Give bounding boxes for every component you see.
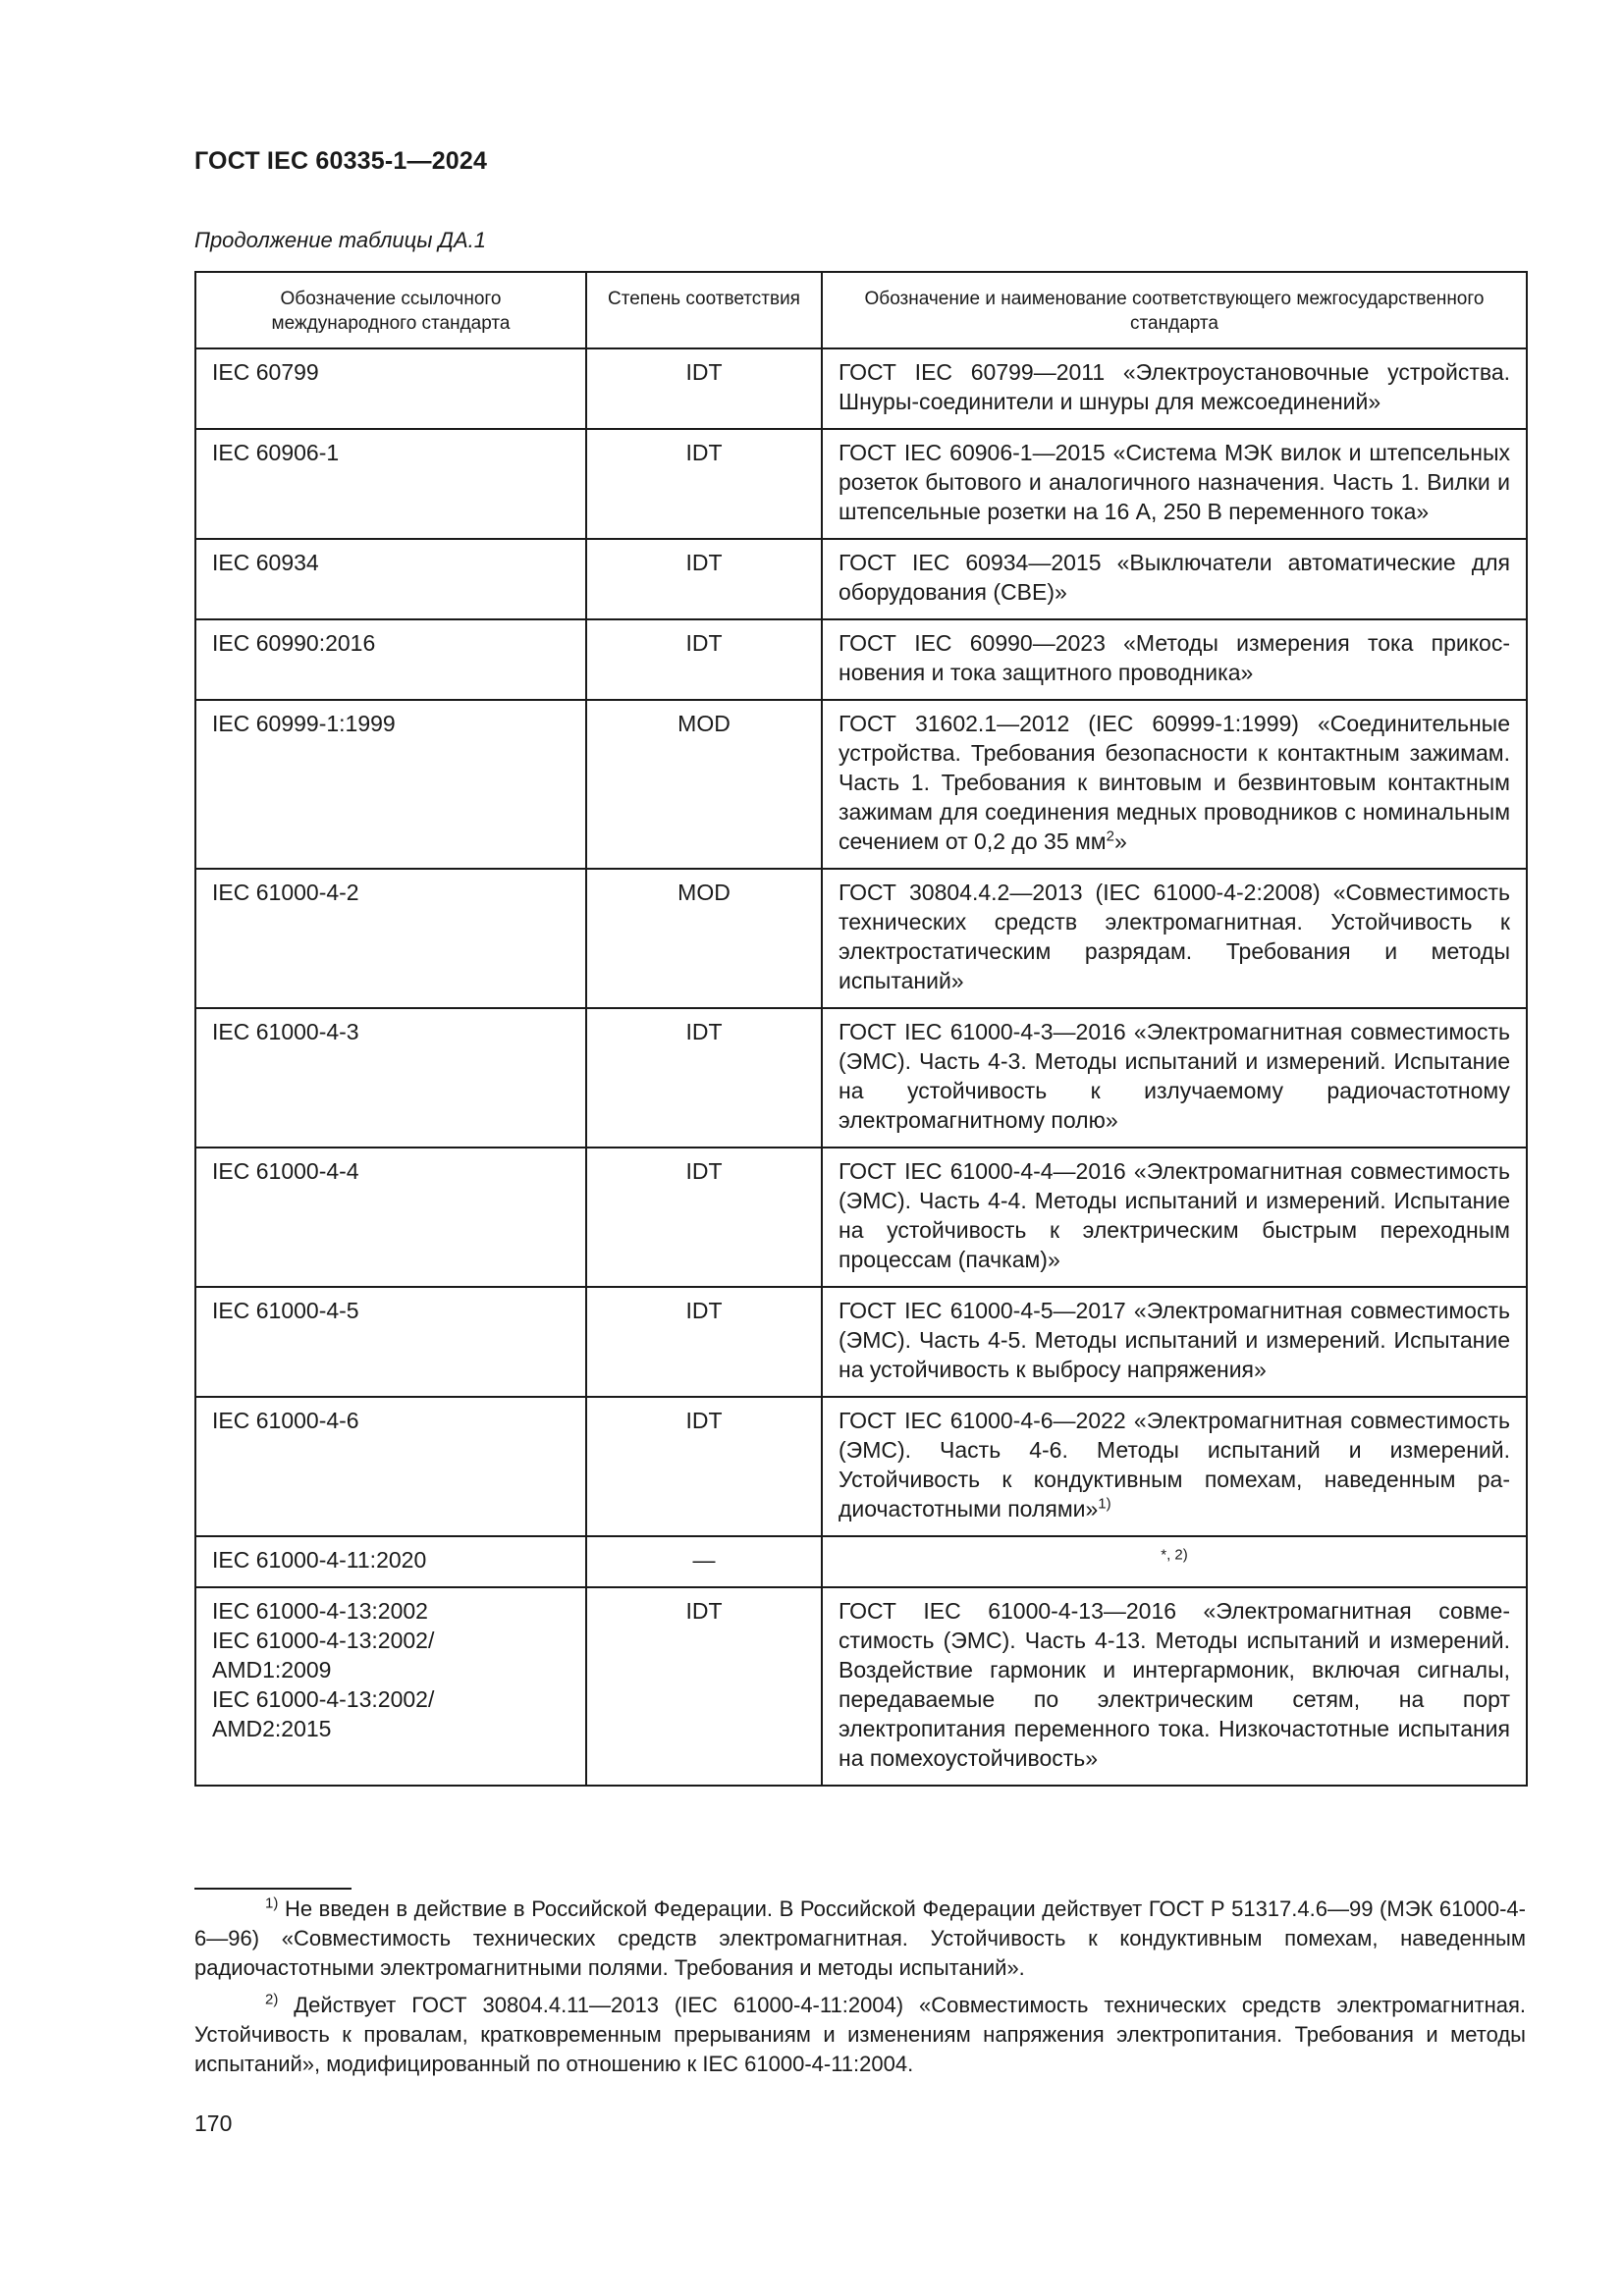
interstate-standard-text: ГОСТ IEC 60799—2011 «Электроустановочные устройства. Шнуры-соединители и шнуры для межсоединений»	[839, 359, 1510, 414]
reference-standard-cell	[195, 348, 586, 429]
interstate-standard-cell	[822, 348, 1527, 429]
interstate-standard-cell	[822, 1287, 1527, 1397]
interstate-standard-text: ГОСТ IEC 61000-4-5—2017 «Электромагнитная совместимость (ЭМС). Часть 4-5. Методы испытаний и измерений. Испытание на устойчивость к выбросу напряжения»	[839, 1298, 1510, 1382]
reference-standard-line: IEC 61000-4-4	[212, 1158, 359, 1184]
footnote	[194, 1895, 1526, 1983]
degree-cell: MOD	[586, 869, 822, 1008]
interstate-standard-text: ГОСТ IEC 61000-4-6—2022 «Электромагнитная совместимость (ЭМС). Часть 4-6. Методы испытаний и измерений. Устойчивость к кондуктивным помехам, наведенным радиочастотными полями»	[839, 1408, 1510, 1522]
degree-cell: IDT	[586, 1008, 822, 1148]
column-header-reference: Обозначение ссылочного международного стандарта	[195, 272, 586, 348]
column-header-interstate: Обозначение и наименование соответствующего межгосударственного стандарта	[822, 272, 1527, 348]
reference-standard-line: IEC 61000-4-6	[212, 1408, 359, 1433]
footnote-mark: 2	[1106, 828, 1114, 845]
reference-standard-cell	[195, 1008, 586, 1148]
reference-standard-line: AMD1:2009	[212, 1657, 332, 1682]
table-row	[195, 539, 1527, 619]
document-title: ГОСТ IEC 60335-1—2024	[194, 147, 488, 175]
degree-cell: IDT	[586, 1287, 822, 1397]
table-row	[195, 1536, 1527, 1587]
footnote-text: Действует ГОСТ 30804.4.11—2013 (IEC 61000-4-11:2004) «Совместимость технических средств электромагнитная. Устойчивость к провалам, кратковременным прерываниям и изменениям напряжения электропитания. Требования и методы испытаний», модифицированный по отношению к IEC 61000-4-11:2004.	[194, 1993, 1526, 2076]
footnote	[194, 1991, 1526, 2079]
degree-cell: IDT	[586, 619, 822, 700]
reference-standard-cell	[195, 539, 586, 619]
interstate-standard-text: ГОСТ IEC 60990—2023 «Методы измерения тока прикосновения и тока защитного проводника»	[839, 630, 1510, 685]
table-row	[195, 348, 1527, 429]
reference-standard-cell	[195, 1397, 586, 1536]
interstate-standard-cell	[822, 619, 1527, 700]
table-row	[195, 1397, 1527, 1536]
interstate-standard-cell	[822, 869, 1527, 1008]
footnote-text: Не введен в действие в Российской Федерации. В Российской Федерации действует ГОСТ Р 51317.4.6—99 (МЭК 61000-4-6—96) «Совместимость технических средств электромагнитная. Устойчивость к кондуктивным помехам, наведенным радиочастотными электромагнитными полями. Требования и методы испытаний».	[194, 1896, 1526, 1980]
degree-cell: IDT	[586, 348, 822, 429]
interstate-standard-cell	[822, 1587, 1527, 1786]
table-row	[195, 619, 1527, 700]
table-row	[195, 1148, 1527, 1287]
reference-standard-line: IEC 61000-4-5	[212, 1298, 359, 1323]
reference-standard-line: IEC 60990:2016	[212, 630, 376, 656]
reference-standard-cell	[195, 1148, 586, 1287]
table-caption: Продолжение таблицы ДА.1	[194, 228, 487, 252]
degree-cell: IDT	[586, 1397, 822, 1536]
table-row	[195, 700, 1527, 869]
table-row	[195, 429, 1527, 539]
interstate-standard-text-tail: »	[1113, 828, 1127, 854]
degree-cell: IDT	[586, 429, 822, 539]
reference-standard-line: AMD2:2015	[212, 1716, 332, 1741]
reference-standard-line: IEC 60799	[212, 359, 319, 385]
interstate-standard-text: ГОСТ IEC 60934—2015 «Выключатели автоматические для оборудования (CBE)»	[839, 550, 1510, 605]
reference-standard-line: IEC 60934	[212, 550, 319, 575]
reference-standard-line: IEC 61000-4-13:2002/	[212, 1686, 435, 1712]
table-header-row	[195, 272, 1527, 348]
table-row	[195, 869, 1527, 1008]
reference-standard-cell	[195, 1587, 586, 1786]
footnote-mark: 1)	[265, 1895, 279, 1912]
reference-standard-cell	[195, 429, 586, 539]
interstate-standard-text: ГОСТ IEC 61000-4-4—2016 «Электромагнитная совместимость (ЭМС). Часть 4-4. Методы испытаний и измерений. Испытание на устойчивость к электрическим быстрым переходным процессам (пачкам)»	[839, 1158, 1510, 1272]
footnote-mark: 2)	[265, 1991, 279, 2008]
interstate-standard-text: ГОСТ 31602.1—2012 (IEC 60999-1:1999) «Соединительные устройства. Требования безопасности к контактным зажимам. Часть 1. Требования к винтовым и безвинтовым контактным зажимам для соединения медных проводников с номинальным сечением от 0,2 до 35 мм	[839, 711, 1510, 854]
degree-cell: —	[586, 1536, 822, 1587]
interstate-standard-cell	[822, 700, 1527, 869]
reference-standard-line: IEC 61000-4-2	[212, 880, 359, 905]
reference-standard-line: IEC 61000-4-3	[212, 1019, 359, 1044]
footnote-mark: 1)	[1098, 1495, 1111, 1513]
reference-standard-cell	[195, 700, 586, 869]
footnote-separator	[194, 1888, 352, 1890]
footnote-mark: *, 2)	[1161, 1546, 1188, 1564]
interstate-standard-cell	[822, 1008, 1527, 1148]
interstate-standard-text: ГОСТ IEC 60906-1—2015 «Система МЭК вилок и штепсельных розеток бытового и аналогичного назначения. Часть 1. Вилки и штепсельные розетки на 16 А, 250 В переменного тока»	[839, 440, 1510, 524]
interstate-standard-cell	[822, 1536, 1527, 1587]
reference-standard-line: IEC 60906-1	[212, 440, 340, 465]
reference-standard-line: IEC 61000-4-13:2002	[212, 1598, 428, 1624]
degree-cell: MOD	[586, 700, 822, 869]
reference-standard-cell	[195, 869, 586, 1008]
degree-cell: IDT	[586, 1587, 822, 1786]
reference-standard-line: IEC 61000-4-13:2002/	[212, 1628, 435, 1653]
interstate-standard-cell	[822, 1148, 1527, 1287]
interstate-standard-text: ГОСТ 30804.4.2—2013 (IEC 61000-4-2:2008) «Совместимость технических средств электромагнитная. Устойчивость к электростатическим разрядам. Требования и методы испытаний»	[839, 880, 1510, 993]
reference-standard-line: IEC 60999-1:1999	[212, 711, 396, 736]
footnotes	[194, 1895, 1526, 2087]
interstate-standard-text: ГОСТ IEC 61000-4-13—2016 «Электромагнитная совместимость (ЭМС). Часть 4-13. Методы испытаний и измерений. Воздействие гармоник и интергармоник, включая сигналы, передаваемые по электрическим сетям, на порт электропитания переменного тока. Низкочастотные испытания на помехоустойчивость»	[839, 1598, 1510, 1771]
table-row	[195, 1587, 1527, 1786]
table-row	[195, 1287, 1527, 1397]
reference-standard-cell	[195, 619, 586, 700]
degree-cell: IDT	[586, 539, 822, 619]
reference-standard-line: IEC 61000-4-11:2020	[212, 1547, 427, 1573]
interstate-standard-cell	[822, 429, 1527, 539]
standards-table	[194, 271, 1528, 1787]
table-body	[195, 348, 1527, 1786]
page-number: 170	[194, 2110, 233, 2136]
degree-cell: IDT	[586, 1148, 822, 1287]
reference-standard-cell	[195, 1287, 586, 1397]
interstate-standard-cell	[822, 539, 1527, 619]
table-row	[195, 1008, 1527, 1148]
interstate-standard-text: ГОСТ IEC 61000-4-3—2016 «Электромагнитная совместимость (ЭМС). Часть 4-3. Методы испытаний и измерений. Испытание на устойчивость к излучаемому радиочастотному электромагнитному полю»	[839, 1019, 1510, 1133]
interstate-standard-cell	[822, 1397, 1527, 1536]
column-header-degree: Степень соответствия	[586, 272, 822, 348]
reference-standard-cell	[195, 1536, 586, 1587]
